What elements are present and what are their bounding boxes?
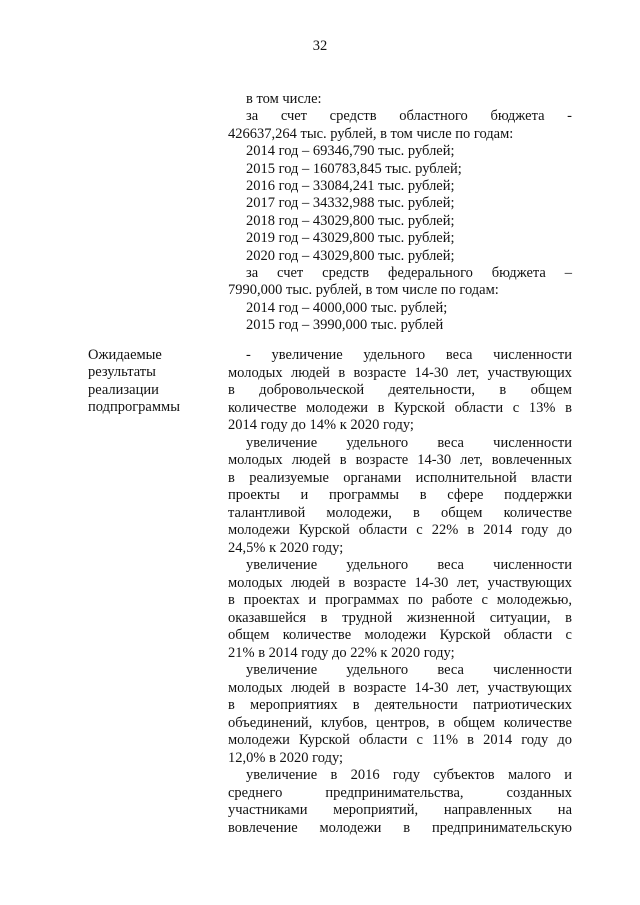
result-line: участниками мероприятий, направленных на xyxy=(228,802,572,818)
result-line: в мероприятиях в деятельности патриотических xyxy=(228,697,572,713)
result-line: молодых людей в возрасте 14-30 лет, участвующих xyxy=(228,574,572,591)
regional-year-row: 2018 год – 43029,800 тыс. рублей; xyxy=(246,212,455,229)
section-label-line: подпрограммы xyxy=(88,399,180,416)
section-label-line: результаты xyxy=(88,364,156,381)
result-paragraph xyxy=(228,662,572,767)
result-line: молодых людей в возрасте 14-30 лет, участвующих xyxy=(228,679,572,696)
result-line: 12,0% в 2020 году; xyxy=(228,749,344,766)
result-line: талантливой молодежи, в общем количестве xyxy=(228,504,572,521)
result-line: в проектах и программах по работе с молодежью, xyxy=(228,592,572,608)
result-line: в реализуемые органами исполнительной власти xyxy=(228,469,572,486)
result-line: молодых людей в возрасте 14-30 лет, участвующих xyxy=(228,364,572,381)
result-line: вовлечение молодежи в предпринимательскую xyxy=(228,819,572,836)
page-number: 32 xyxy=(312,38,328,54)
result-line: молодежи Курской области с 22% в 2014 году до xyxy=(228,522,572,538)
result-line: в добровольческой деятельности, в общем xyxy=(228,382,572,398)
regional-year-row: 2017 год – 34332,988 тыс. рублей; xyxy=(246,195,455,212)
result-line: общем количестве молодежи Курской области с xyxy=(228,627,572,643)
result-line: - увеличение удельного веса численности xyxy=(246,347,572,363)
result-line: увеличение удельного веса численности xyxy=(246,434,572,451)
result-paragraph xyxy=(228,767,572,837)
result-line: молодежи Курской области с 11% в 2014 году до xyxy=(228,732,572,748)
result-line: молодых людей в возрасте 14-30 лет, вовлеченных xyxy=(228,452,572,468)
result-paragraph xyxy=(228,347,572,435)
section-label-line: Ожидаемые xyxy=(88,347,162,363)
result-line: количестве молодежи в Курской области с 13% в xyxy=(228,399,572,416)
section-label xyxy=(88,347,180,417)
regional-budget-line-1: за счет средств областного бюджета - xyxy=(246,108,572,125)
result-line: 2014 году до 14% к 2020 году; xyxy=(228,417,414,433)
result-line: 21% в 2014 году до 22% к 2020 году; xyxy=(228,644,455,661)
result-line: среднего предпринимательства, созданных xyxy=(228,784,572,801)
regional-year-row: 2016 год – 33084,241 тыс. рублей; xyxy=(246,178,455,195)
regional-year-row: 2015 год – 160783,845 тыс. рублей; xyxy=(246,160,462,177)
expected-results xyxy=(228,347,572,837)
section-label-line: реализации xyxy=(88,381,159,398)
regional-year-row: 2020 год – 43029,800 тыс. рублей; xyxy=(246,247,455,264)
result-line: объединений, клубов, центров, в общем количестве xyxy=(228,714,572,731)
federal-year-row: 2014 год – 4000,000 тыс. рублей; xyxy=(246,299,448,316)
result-paragraph xyxy=(228,435,572,558)
result-line: проекты и программы в сфере поддержки xyxy=(228,487,572,503)
result-line: оказавшейся в трудной жизненной ситуации, в xyxy=(228,609,572,626)
result-line: увеличение в 2016 году субъектов малого и xyxy=(246,767,572,783)
result-line: 24,5% к 2020 году; xyxy=(228,539,344,556)
regional-year-row: 2019 год – 43029,800 тыс. рублей; xyxy=(246,230,455,247)
federal-year-row: 2015 год – 3990,000 тыс. рублей xyxy=(246,317,444,334)
federal-budget-line-1: за счет средств федерального бюджета – xyxy=(246,265,572,282)
funding-block xyxy=(228,91,572,335)
result-line: увеличение удельного веса численности xyxy=(246,557,572,573)
result-paragraph xyxy=(228,557,572,662)
regional-year-row: 2014 год – 69346,790 тыс. рублей; xyxy=(246,143,455,160)
funding-intro: в том числе: xyxy=(246,91,322,107)
regional-budget-line-2: 426637,264 тыс. рублей, в том числе по годам: xyxy=(228,125,514,142)
federal-budget-line-2: 7990,000 тыс. рублей, в том числе по годам: xyxy=(228,282,499,299)
result-line: увеличение удельного веса численности xyxy=(246,662,572,678)
